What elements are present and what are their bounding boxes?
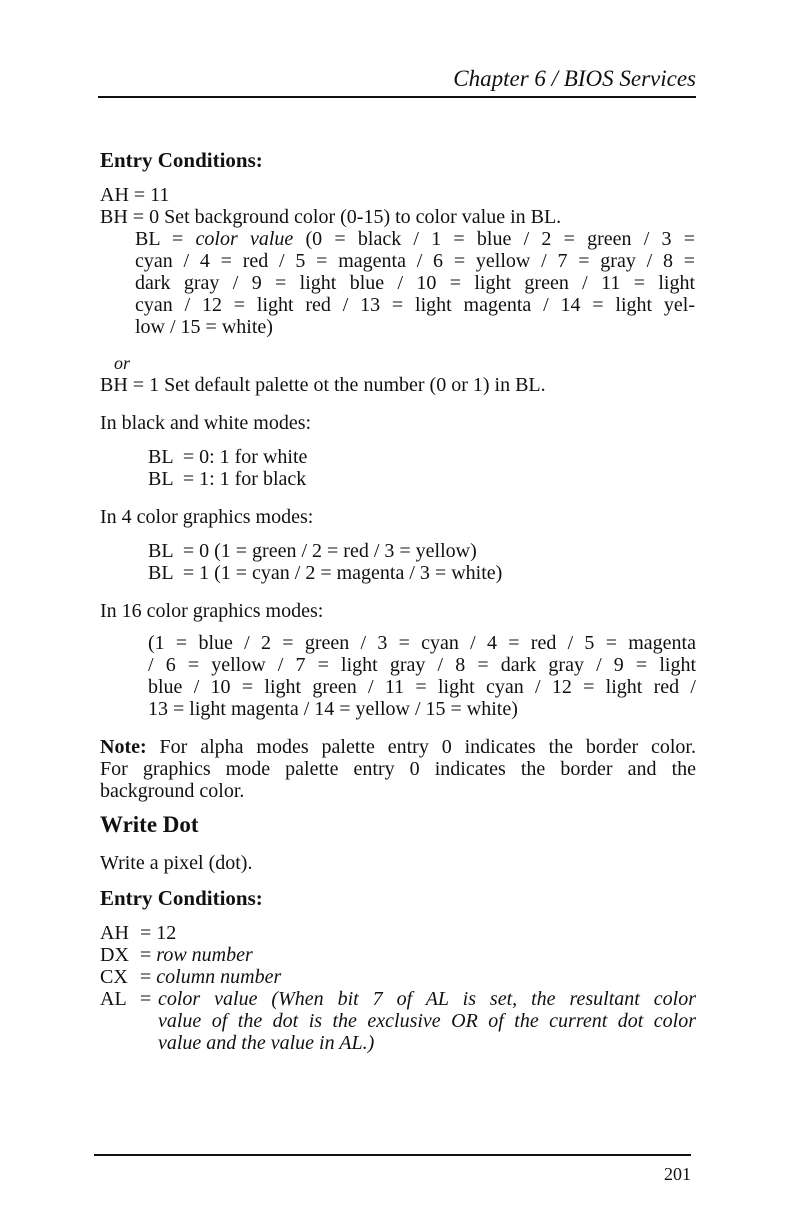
page-header-title: Chapter 6 / BIOS Services: [453, 66, 696, 91]
dx-label: DX: [100, 944, 129, 966]
sixteen-color-line-2: / 6 = yellow / 7 = light gray / 8 = dark gray / 9 = light: [148, 654, 696, 676]
ah-11-line: AH = 11: [100, 184, 170, 206]
footer-rule: [94, 1154, 691, 1156]
dx-line: [100, 944, 253, 966]
page-number: 201: [664, 1164, 691, 1184]
four-color-bl-1-line: BL = 1 (1 = cyan / 2 = magenta / 3 = white): [148, 562, 503, 584]
colors-line-4: cyan / 12 = light red / 13 = light magenta / 14 = light yel-: [135, 294, 695, 316]
bl-label: BL =: [135, 228, 196, 250]
note-line-3: background color.: [100, 780, 245, 802]
ah-label: AH: [100, 922, 129, 944]
cx-label: CX: [100, 966, 128, 988]
ah-value: = 12: [140, 922, 177, 944]
cx-value: column number: [156, 966, 282, 988]
al-line: [100, 988, 151, 1010]
note-label: Note:: [100, 736, 147, 758]
note-line-2: For graphics mode palette entry 0 indicates the border and the: [100, 758, 696, 780]
note-line-1-text: For alpha modes palette entry 0 indicates the border color.: [146, 736, 696, 758]
al-value-line-3: value and the value in AL.): [158, 1032, 375, 1054]
cx-eq: =: [140, 966, 157, 988]
colors-line-3: dark gray / 9 = light blue / 10 = light green / 11 = light: [135, 272, 695, 294]
write-dot-title: Write Dot: [100, 812, 199, 837]
bl-color-value-line: [135, 228, 695, 250]
bh-0-line: BH = 0 Set background color (0-15) to color value in BL.: [100, 206, 562, 228]
colors-line-2: cyan / 4 = red / 5 = magenta / 6 = yellow / 7 = gray / 8 =: [135, 250, 695, 272]
sixteen-color-line-4: 13 = light magenta / 14 = yellow / 15 = white): [148, 698, 518, 720]
dx-eq: =: [140, 944, 157, 966]
note-line-1: [100, 736, 696, 758]
bw-bl-1-line: BL = 1: 1 for black: [148, 468, 307, 490]
four-color-bl-0-line: BL = 0 (1 = green / 2 = red / 3 = yellow): [148, 540, 477, 562]
bw-modes-intro: In black and white modes:: [100, 412, 312, 434]
cx-line: [100, 966, 281, 988]
al-value-line-2: value of the dot is the exclusive OR of the current dot color: [158, 1010, 696, 1032]
or-separator: or: [114, 353, 131, 373]
write-dot-description: Write a pixel (dot).: [100, 852, 253, 874]
colors-line-5: low / 15 = white): [135, 316, 273, 338]
sixteen-color-line-3: blue / 10 = light green / 11 = light cyan / 12 = light red /: [148, 676, 696, 698]
entry-conditions-heading: Entry Conditions:: [100, 148, 263, 172]
write-dot-entry-heading: Entry Conditions:: [100, 886, 263, 910]
color-value-term: color value: [195, 228, 294, 250]
al-eq: =: [140, 988, 152, 1010]
dx-value: row number: [156, 944, 253, 966]
header-rule: [98, 96, 696, 98]
sixteen-color-line-1: (1 = blue / 2 = green / 3 = cyan / 4 = red / 5 = magenta: [148, 632, 696, 654]
bw-bl-0-line: BL = 0: 1 for white: [148, 446, 308, 468]
ah-12-line: [100, 922, 176, 944]
al-label: AL: [100, 988, 127, 1010]
bh-1-line: BH = 1 Set default palette ot the number (0 or 1) in BL.: [100, 374, 546, 396]
al-value-line-1: color value (When bit 7 of AL is set, the resultant color: [158, 988, 696, 1010]
four-color-intro: In 4 color graphics modes:: [100, 506, 314, 528]
sixteen-color-intro: In 16 color graphics modes:: [100, 600, 324, 622]
bl-colors-start: (0 = black / 1 = blue / 2 = green / 3 =: [293, 228, 696, 250]
